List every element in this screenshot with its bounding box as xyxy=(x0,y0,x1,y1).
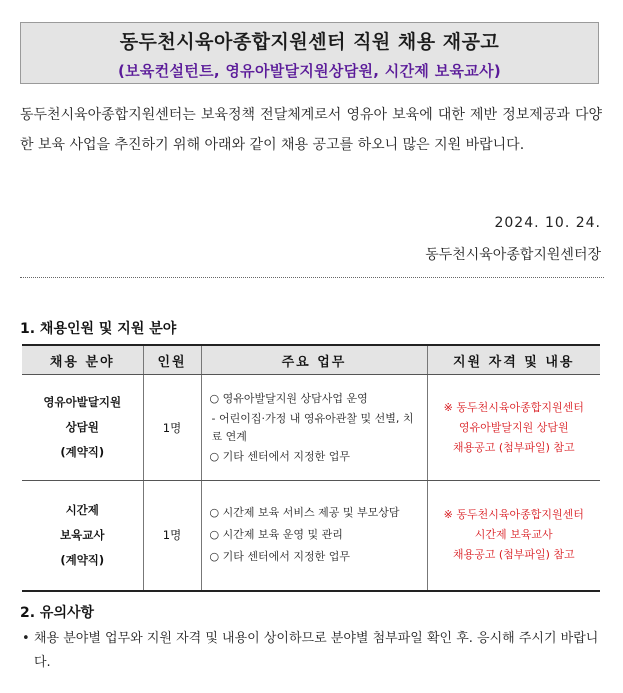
duty-item: ○ 시간제 보육 서비스 제공 및 부모상담 xyxy=(209,506,400,520)
table-row xyxy=(22,375,600,481)
qualification-line: ※ 동두천시육아종합지원센터 xyxy=(443,400,584,414)
duty-item: ○ 기타 센터에서 지정한 업무 xyxy=(209,550,350,564)
notice-text: 채용 분야별 업무와 지원 자격 및 내용이 상이하므로 분야별 첨부파일 확인 후. 응시해 주시기 바랍니다. xyxy=(34,631,599,670)
intro-paragraph: 동두천시육아종합지원센터는 보육정책 전달체계로서 영유아 보육에 대한 제반 정보제공과 다양한 보육 사업을 추진하기 위해 아래와 같이 채용 공고를 하오니 많은 지원 바랍니다. xyxy=(20,107,602,153)
page-title: 동두천시육아종합지원센터 직원 채용 재공고 xyxy=(119,31,500,53)
bullet-icon: • xyxy=(22,631,30,646)
field-cell xyxy=(22,375,143,481)
qualification-cell xyxy=(427,375,600,481)
duty-item: ○ 시간제 보육 운영 및 관리 xyxy=(209,528,343,542)
qualification-cell xyxy=(427,481,600,591)
header-duties: 주요 업무 xyxy=(201,345,427,375)
field-line: 영유아발달지원 xyxy=(43,395,122,409)
header-qualification: 지원 자격 및 내용 xyxy=(427,345,600,375)
qualification-line: 채용공고 (첨부파일) 참고 xyxy=(452,548,575,562)
qualification-line: 채용공고 (첨부파일) 참고 xyxy=(452,440,575,454)
announcement-date: 2024. 10. 24. xyxy=(494,215,601,231)
duty-subitem: - 어린이집·가정 내 영유아관찰 및 선별, 치료 연계 xyxy=(211,411,414,443)
page-subtitle: (보육컨설턴트, 영유아발달지원상담원, 시간제 보육교사) xyxy=(117,62,502,80)
field-line: (계약직) xyxy=(60,552,105,567)
duty-item: ○ 기타 센터에서 지정한 업무 xyxy=(209,449,350,463)
table-header-row xyxy=(22,345,600,375)
field-line: 보육교사 xyxy=(60,527,105,542)
field-line: (계약직) xyxy=(60,445,105,459)
table-row xyxy=(22,481,600,591)
header-field: 채용 분야 xyxy=(22,345,143,375)
qualification-line: 시간제 보육교사 xyxy=(474,528,553,542)
field-line: 상담원 xyxy=(65,420,99,434)
count-cell: 1명 xyxy=(143,375,201,481)
notice-item xyxy=(22,627,602,675)
count-cell: 1명 xyxy=(143,481,201,591)
section-heading-notes: 2. 유의사항 xyxy=(20,605,95,621)
field-cell xyxy=(22,481,143,591)
section-heading-positions: 1. 채용인원 및 지원 분야 xyxy=(20,321,177,337)
dotted-divider xyxy=(20,277,604,278)
duties-cell xyxy=(201,375,427,481)
qualification-line: ※ 동두천시육아종합지원센터 xyxy=(443,508,584,522)
field-line: 시간제 xyxy=(65,502,99,517)
positions-table xyxy=(22,344,600,592)
duty-item: ○ 영유아발달지원 상담사업 운영 xyxy=(209,391,368,405)
issuer-name: 동두천시육아종합지원센터장 xyxy=(425,247,601,263)
qualification-line: 영유아발달지원 상담원 xyxy=(458,420,569,434)
title-box xyxy=(20,22,599,84)
header-count: 인원 xyxy=(143,345,201,375)
duties-cell xyxy=(201,481,427,591)
